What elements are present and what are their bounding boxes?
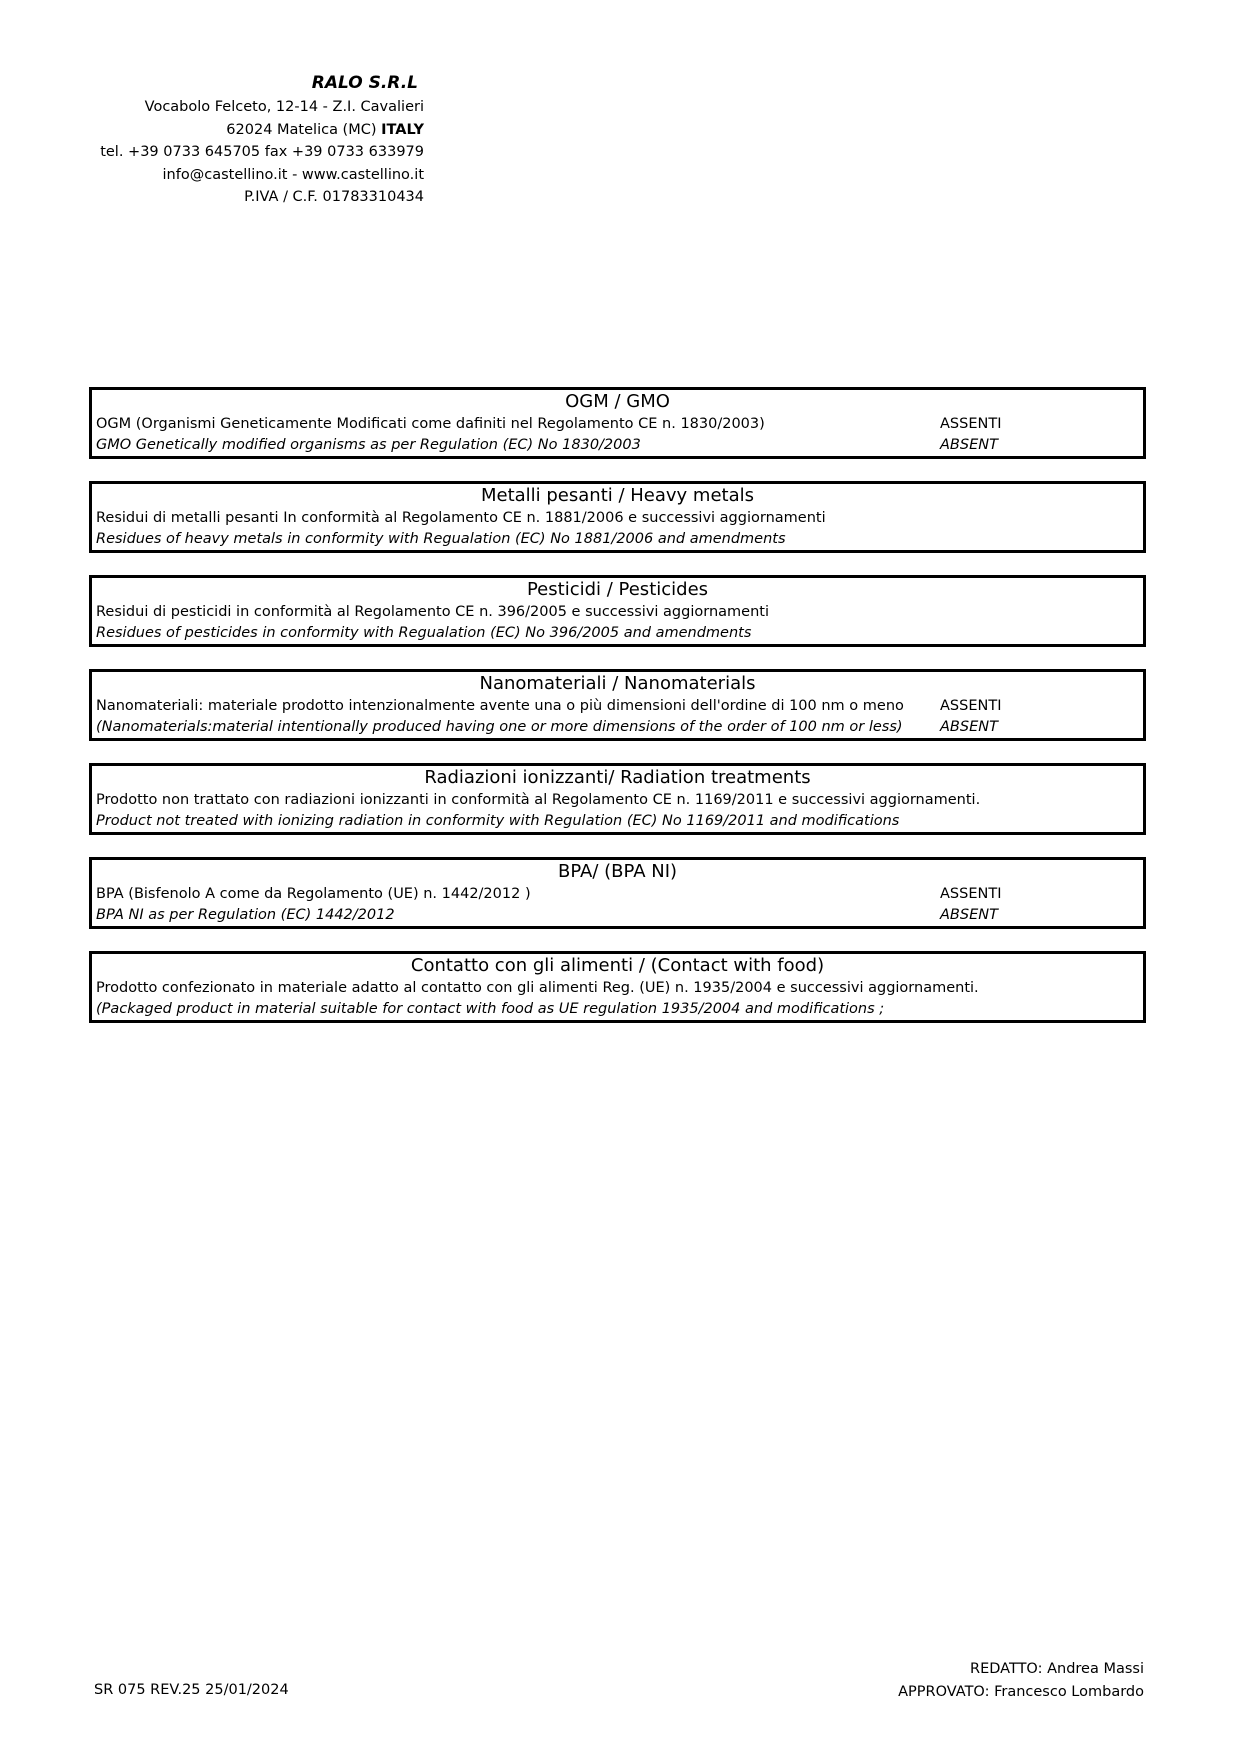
section-line-italian bbox=[92, 414, 1143, 435]
section-text: BPA (Bisfenolo A come da Regolamento (UE) n. 1442/2012 ) bbox=[96, 886, 531, 902]
section-value: ASSENTI bbox=[940, 416, 1002, 432]
section-title: Radiazioni ionizzanti/ Radiation treatments bbox=[424, 767, 811, 788]
section-value: ABSENT bbox=[940, 719, 998, 735]
approved-by: APPROVATO: Francesco Lombardo bbox=[898, 1684, 1144, 1700]
section-text: Residues of heavy metals in conformity with Regualation (EC) No 1881/2006 and amendments bbox=[96, 531, 786, 547]
section-radiation bbox=[89, 763, 1146, 835]
company-name: RALO S.R.L bbox=[311, 73, 418, 93]
section-text: Residui di pesticidi in conformità al Regolamento CE n. 396/2005 e successivi aggiornamenti bbox=[96, 604, 769, 620]
section-line-english bbox=[92, 623, 1143, 644]
section-line-english bbox=[92, 435, 1143, 456]
section-line-english bbox=[92, 811, 1143, 832]
company-country: ITALY bbox=[381, 121, 424, 138]
section-value: ASSENTI bbox=[940, 886, 1002, 902]
section-nanomaterials bbox=[89, 669, 1146, 741]
drafted-by: REDATTO: Andrea Massi bbox=[970, 1661, 1144, 1677]
company-address-line2 bbox=[60, 119, 424, 142]
section-line-english bbox=[92, 905, 1143, 926]
section-line-italian bbox=[92, 696, 1143, 717]
section-text: GMO Genetically modified organisms as per Regulation (EC) No 1830/2003 bbox=[96, 437, 641, 453]
section-text: Prodotto non trattato con radiazioni ionizzanti in conformità al Regolamento CE n. 1169/2011 e successivi aggiornamenti. bbox=[96, 792, 981, 808]
section-line-italian bbox=[92, 602, 1143, 623]
section-food-contact bbox=[89, 951, 1146, 1023]
document-reference: SR 075 REV.25 25/01/2024 bbox=[94, 1682, 289, 1698]
section-title: Pesticidi / Pesticides bbox=[526, 579, 709, 600]
section-value: ASSENTI bbox=[940, 698, 1002, 714]
section-title: Contatto con gli alimenti / (Contact with food) bbox=[410, 955, 825, 976]
section-title: Metalli pesanti / Heavy metals bbox=[480, 485, 755, 506]
section-text: OGM (Organismi Geneticamente Modificati come dafiniti nel Regolamento CE n. 1830/2003) bbox=[96, 416, 765, 432]
section-bpa bbox=[89, 857, 1146, 929]
section-text: Nanomateriali: materiale prodotto intenzionalmente avente una o più dimensioni dell'ordine di 100 nm o meno bbox=[96, 698, 904, 714]
section-title: OGM / GMO bbox=[565, 391, 670, 412]
section-text: Prodotto confezionato in materiale adatto al contatto con gli alimenti Reg. (UE) n. 1935/2004 e successivi aggiornamenti. bbox=[96, 980, 979, 996]
company-phone: tel. +39 0733 645705 fax +39 0733 633979 bbox=[100, 144, 424, 160]
section-title: BPA/ (BPA NI) bbox=[557, 861, 678, 882]
section-line-italian bbox=[92, 978, 1143, 999]
section-line-italian bbox=[92, 508, 1143, 529]
section-value: ABSENT bbox=[940, 437, 998, 453]
section-text: Residues of pesticides in conformity with Regualation (EC) No 396/2005 and amendments bbox=[96, 625, 752, 641]
section-heavy-metals bbox=[89, 481, 1146, 553]
company-address-city: 62024 Matelica (MC) bbox=[226, 121, 382, 138]
company-web: info@castellino.it - www.castellino.it bbox=[162, 166, 424, 183]
signature-block bbox=[898, 1658, 1144, 1704]
section-text: Product not treated with ionizing radiation in conformity with Regulation (EC) No 1169/2011 and modifications bbox=[96, 813, 900, 829]
section-gmo bbox=[89, 387, 1146, 459]
section-text: (Packaged product in material suitable for contact with food as UE regulation 1935/2004 and modifications ; bbox=[96, 1001, 885, 1017]
section-line-english bbox=[92, 529, 1143, 550]
company-vat: P.IVA / C.F. 01783310434 bbox=[244, 189, 424, 205]
section-title: Nanomateriali / Nanomaterials bbox=[479, 673, 756, 694]
section-line-english bbox=[92, 717, 1143, 738]
section-text: Residui di metalli pesanti In conformità al Regolamento CE n. 1881/2006 e successivi aggiornamenti bbox=[96, 510, 826, 526]
section-line-italian bbox=[92, 790, 1143, 811]
company-address-line1: Vocabolo Felceto, 12-14 - Z.I. Cavalieri bbox=[144, 99, 424, 115]
section-text: (Nanomaterials:material intentionally produced having one or more dimensions of the order of 100 nm or less) bbox=[96, 719, 903, 735]
section-value: ABSENT bbox=[940, 907, 998, 923]
section-line-english bbox=[92, 999, 1143, 1020]
company-header bbox=[60, 70, 424, 209]
section-text: BPA NI as per Regulation (EC) 1442/2012 bbox=[96, 907, 395, 923]
section-line-italian bbox=[92, 884, 1143, 905]
section-pesticides bbox=[89, 575, 1146, 647]
